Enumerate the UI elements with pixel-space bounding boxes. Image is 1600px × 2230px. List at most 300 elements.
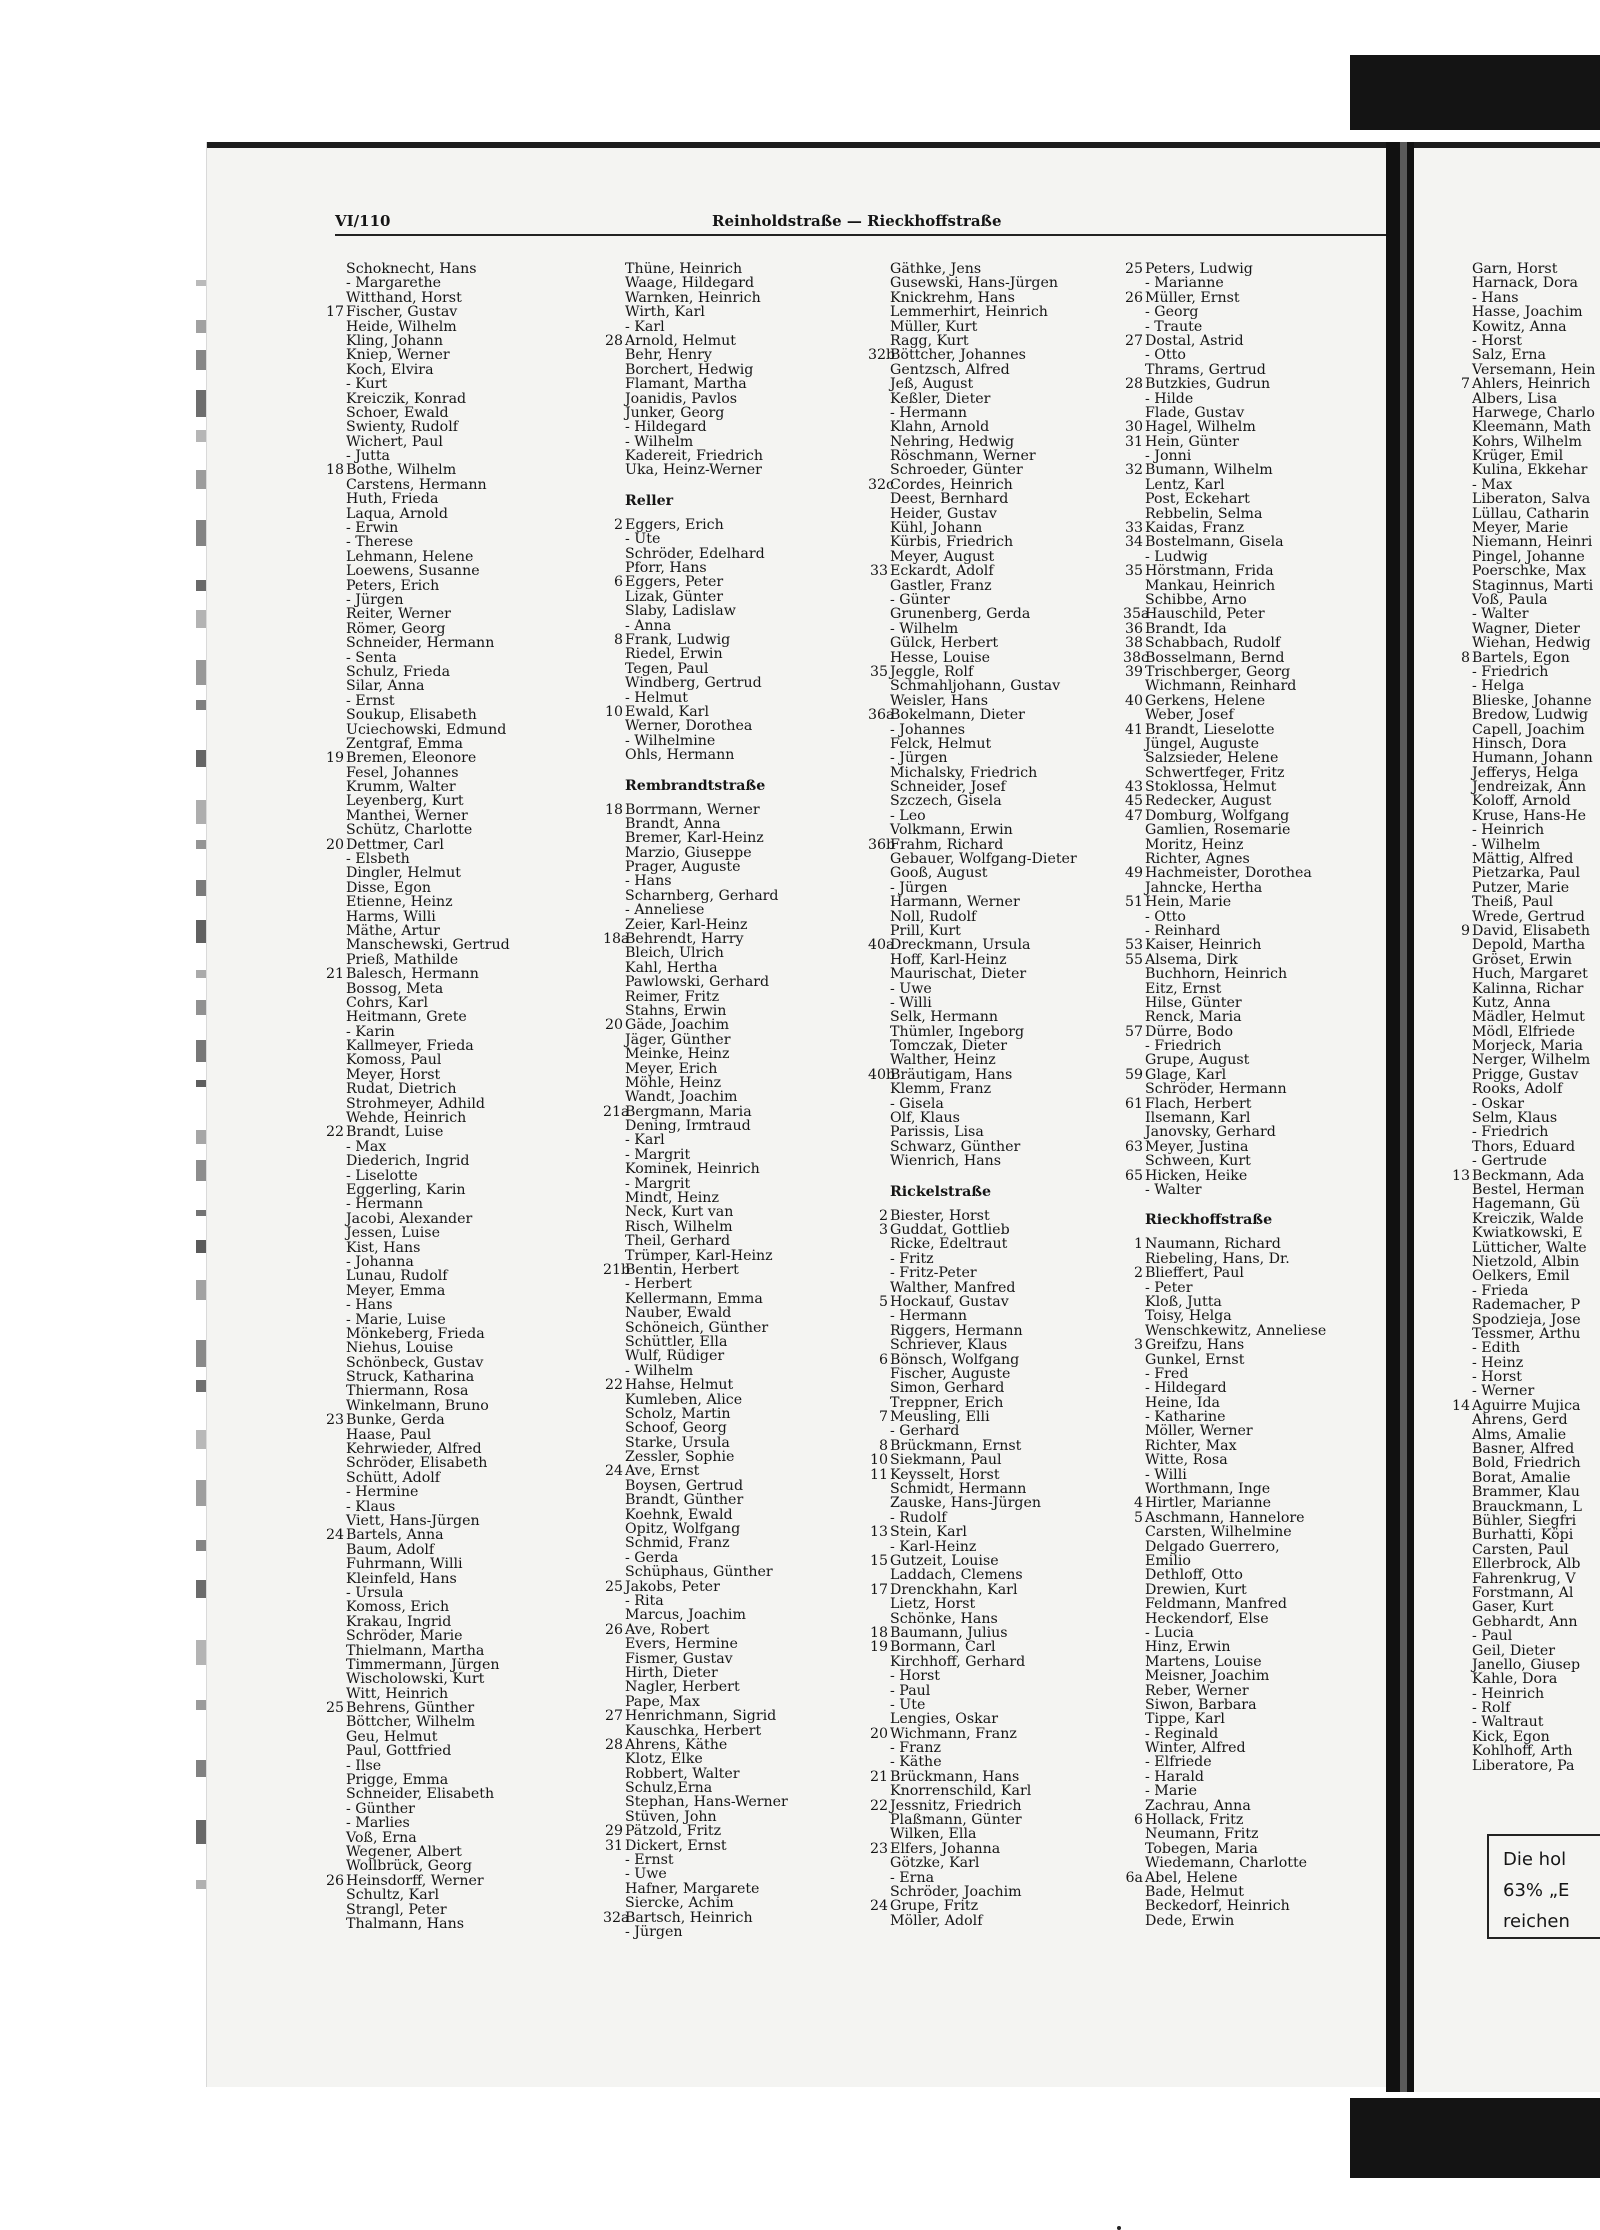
resident-name: Huth, Frieda	[346, 491, 439, 508]
resident-name: - Hermann	[890, 404, 968, 421]
resident-entry	[625, 1680, 788, 1694]
resident-entry	[625, 1364, 788, 1378]
resident-entry	[1472, 276, 1595, 290]
resident-name: - Johannes	[890, 721, 966, 738]
resident-name: Eggers, Peter	[625, 574, 724, 591]
resident-entry	[325, 462, 510, 479]
resident-entry	[1472, 1125, 1595, 1139]
resident-entry	[346, 1428, 510, 1442]
resident-entry	[869, 1552, 1077, 1569]
resident-entry	[1124, 951, 1326, 968]
resident-name: Worthmann, Inge	[1145, 1481, 1271, 1498]
resident-entry	[1472, 420, 1595, 434]
resident-entry	[1472, 910, 1595, 924]
resident-name: - Gertrude	[1472, 1153, 1547, 1170]
resident-entry	[869, 1524, 1077, 1541]
resident-name: Schröder, Hermann	[1145, 1081, 1287, 1098]
resident-name: Ragg, Kurt	[890, 332, 969, 349]
resident-name: - Reginald	[1145, 1725, 1219, 1742]
resident-entry	[1472, 622, 1595, 636]
house-number: 36b	[868, 836, 896, 853]
resident-entry	[890, 1755, 1077, 1769]
resident-entry	[869, 1840, 1077, 1857]
resident-name: Ahlers, Heinrich	[1472, 376, 1591, 393]
resident-entry	[346, 1399, 510, 1413]
column-1	[325, 261, 510, 1932]
resident-name: Hagemann, Gü	[1472, 1196, 1580, 1213]
resident-name: Krüger, Emil	[1472, 448, 1564, 465]
resident-name: Renck, Maria	[1145, 1009, 1242, 1026]
resident-entry	[1124, 721, 1326, 738]
resident-entry	[1145, 751, 1326, 765]
resident-entry	[346, 737, 510, 751]
resident-name: Heckendorf, Else	[1145, 1610, 1269, 1627]
resident-entry	[890, 982, 1077, 996]
resident-name: Kominek, Heinrich	[625, 1161, 760, 1178]
resident-name: Eitz, Ernst	[1145, 980, 1222, 997]
resident-name: Hilse, Günter	[1145, 994, 1242, 1011]
resident-name: Zeier, Karl-Heinz	[625, 916, 748, 933]
resident-name: - Elsbeth	[346, 851, 410, 868]
resident-entry	[1145, 406, 1326, 420]
resident-entry	[604, 1463, 788, 1480]
resident-entry	[1145, 982, 1326, 996]
resident-entry	[890, 607, 1077, 621]
resident-name: Kehrwieder, Alfred	[346, 1441, 482, 1458]
resident-name: Grupe, Fritz	[890, 1898, 979, 1915]
resident-entry	[625, 1033, 788, 1047]
resident-entry	[625, 449, 788, 463]
resident-name: Schultz, Karl	[346, 1887, 440, 1904]
resident-name: Ave, Robert	[625, 1621, 710, 1638]
resident-entry	[1472, 435, 1595, 449]
resident-name: - Gerda	[625, 1549, 679, 1566]
resident-entry	[878, 1293, 1077, 1310]
resident-entry	[346, 564, 510, 578]
house-number: 20	[869, 1725, 888, 1742]
house-number: 2	[613, 516, 623, 533]
resident-entry	[346, 492, 510, 506]
resident-name: Borat, Amalie	[1472, 1469, 1571, 1486]
resident-name: Fischer, Gustav	[346, 304, 458, 321]
resident-name: - Hilde	[1145, 390, 1194, 407]
resident-name: Jüngel, Auguste	[1145, 735, 1259, 752]
house-number: 20	[604, 1017, 623, 1034]
column-4	[1123, 261, 1327, 1929]
resident-entry	[1145, 1597, 1326, 1611]
resident-name: Hahse, Helmut	[625, 1377, 734, 1394]
resident-name: - Peter	[1145, 1279, 1193, 1296]
resident-name: Mädler, Helmut	[1472, 1009, 1585, 1026]
resident-entry	[1145, 1353, 1326, 1367]
resident-entry	[1145, 924, 1326, 938]
resident-entry	[1472, 492, 1595, 506]
resident-name: Kreiczik, Konrad	[346, 390, 467, 407]
resident-name: Mäthe, Artur	[346, 922, 440, 939]
resident-name: Schröder, Marie	[346, 1628, 463, 1645]
resident-entry	[1145, 1741, 1326, 1755]
resident-name: Beckedorf, Heinrich	[1145, 1898, 1290, 1915]
resident-name: Theiß, Paul	[1472, 894, 1554, 911]
house-number: 8	[1460, 649, 1470, 666]
resident-entry	[890, 1324, 1077, 1338]
resident-name: Flach, Herbert	[1145, 1095, 1252, 1112]
resident-name: Kirchhoff, Gerhard	[890, 1653, 1026, 1670]
resident-entry	[1472, 1615, 1595, 1629]
resident-entry	[625, 547, 788, 561]
resident-name: - Heinrich	[1472, 1685, 1545, 1702]
resident-name: Stephan, Hans-Werner	[625, 1794, 788, 1811]
resident-entry	[604, 1708, 788, 1725]
resident-name: Kalinna, Richar	[1472, 980, 1584, 997]
advert-line-2: 63% „E	[1503, 1880, 1570, 1901]
resident-entry	[346, 1759, 510, 1773]
resident-entry	[1472, 1068, 1595, 1082]
resident-name: Neck, Kurt van	[625, 1204, 734, 1221]
resident-name: Janello, Giusep	[1472, 1656, 1581, 1673]
resident-name: - Paul	[890, 1682, 931, 1699]
resident-entry	[346, 1715, 510, 1729]
resident-entry	[346, 1298, 510, 1312]
resident-entry	[878, 1222, 1077, 1238]
resident-entry	[604, 801, 788, 818]
resident-name: Carstens, Hermann	[346, 476, 487, 493]
resident-name: Kellermann, Emma	[625, 1290, 763, 1307]
resident-name: - Helmut	[625, 689, 688, 706]
resident-name: Schmidt, Hermann	[890, 1481, 1027, 1498]
resident-entry	[1145, 1554, 1326, 1568]
resident-name: Butzkies, Gudrun	[1145, 376, 1271, 393]
resident-entry	[878, 1409, 1077, 1426]
resident-name: Thrams, Gertrud	[1145, 361, 1266, 378]
resident-name: Manthei, Werner	[346, 807, 468, 824]
resident-entry	[1472, 1572, 1595, 1586]
resident-entry	[1145, 881, 1326, 895]
resident-name: Zentgraf, Emma	[346, 735, 463, 752]
resident-name: Trischberger, Georg	[1145, 663, 1291, 680]
resident-name: Wirth, Karl	[625, 304, 705, 321]
resident-entry	[346, 1356, 510, 1370]
resident-entry	[890, 1612, 1077, 1626]
resident-entry	[346, 938, 510, 952]
resident-entry	[869, 563, 1077, 580]
resident-name: Dickert, Ernst	[625, 1837, 727, 1854]
resident-entry	[868, 937, 1077, 954]
resident-entry	[1145, 507, 1326, 521]
resident-entry	[890, 1597, 1077, 1611]
resident-name: Walther, Manfred	[890, 1279, 1016, 1296]
resident-name: Starke, Ursula	[625, 1434, 730, 1451]
resident-entry	[1145, 320, 1326, 334]
resident-name: Richter, Max	[1145, 1437, 1237, 1454]
resident-name: Ohls, Hermann	[625, 747, 735, 764]
resident-entry	[890, 1511, 1077, 1525]
resident-name: - Margrit	[625, 1175, 691, 1192]
resident-name: Mödl, Elfriede	[1472, 1023, 1576, 1040]
resident-entry	[878, 1437, 1077, 1454]
resident-name: Brandt, Luise	[346, 1124, 444, 1141]
resident-name: Keßler, Dieter	[890, 390, 991, 407]
resident-name: Schween, Kurt	[1145, 1153, 1251, 1170]
resident-name: Bormann, Carl	[890, 1639, 996, 1656]
resident-entry	[890, 363, 1077, 377]
resident-name: Wollbrück, Georg	[346, 1858, 472, 1875]
resident-name: - Rudolf	[890, 1509, 947, 1526]
house-number: 23	[325, 1412, 344, 1429]
resident-name: Lietz, Horst	[890, 1596, 976, 1613]
resident-name: Schibbe, Arno	[1145, 591, 1247, 608]
resident-name: Dürre, Bodo	[1145, 1023, 1234, 1040]
house-number: 8	[878, 1437, 888, 1454]
resident-entry	[346, 593, 510, 607]
resident-name: Witte, Rosa	[1145, 1452, 1228, 1469]
resident-name: Mättig, Alfred	[1472, 851, 1574, 868]
resident-entry	[346, 1269, 510, 1283]
resident-entry	[625, 662, 788, 676]
resident-name: Guddat, Gottlieb	[890, 1222, 1010, 1238]
resident-entry	[890, 420, 1077, 434]
resident-name: - Käthe	[890, 1754, 942, 1771]
resident-entry	[346, 320, 510, 334]
resident-entry	[1145, 996, 1326, 1010]
house-number: 61	[1124, 1095, 1143, 1112]
resident-name: Marzio, Giuseppe	[625, 844, 752, 861]
resident-name: Heide, Wilhelm	[346, 318, 457, 335]
resident-entry	[346, 1197, 510, 1211]
resident-name: Flamant, Martha	[625, 376, 747, 393]
resident-entry	[1145, 1612, 1326, 1626]
resident-name: Eggerling, Karin	[346, 1182, 466, 1198]
resident-name: Brandt, Lieselotte	[1145, 721, 1275, 738]
resident-name: Pforr, Hans	[625, 560, 707, 577]
resident-entry	[625, 1090, 788, 1104]
resident-entry	[1145, 1885, 1326, 1899]
resident-entry	[346, 910, 510, 924]
resident-entry	[1472, 1644, 1595, 1658]
resident-name: Gebhardt, Ann	[1472, 1613, 1578, 1630]
house-number: 25	[1124, 261, 1143, 277]
resident-name: Grunenberg, Gerda	[890, 606, 1031, 623]
resident-name: Mindt, Heinz	[625, 1190, 719, 1207]
resident-name: Lüllau, Catharin	[1472, 505, 1590, 522]
house-number: 9	[1460, 922, 1470, 939]
resident-name: Janovsky, Gerhard	[1145, 1124, 1276, 1141]
resident-entry	[1124, 520, 1326, 537]
street-heading: Reller	[625, 492, 674, 509]
house-number: 35	[1124, 563, 1143, 580]
house-number: 27	[604, 1708, 623, 1725]
resident-name: Redecker, August	[1145, 793, 1272, 810]
resident-name: Oelkers, Emil	[1472, 1268, 1570, 1285]
resident-name: Hoff, Karl-Heinz	[890, 951, 1007, 968]
resident-name: Krumm, Walter	[346, 779, 456, 796]
resident-entry	[1145, 492, 1326, 506]
resident-entry	[346, 1154, 510, 1168]
resident-entry	[346, 1111, 510, 1125]
resident-name: - Karl	[625, 1132, 665, 1149]
resident-entry	[613, 574, 788, 591]
resident-name: Hollack, Fritz	[1145, 1812, 1244, 1829]
house-number: 35a	[1123, 606, 1150, 623]
resident-entry	[1145, 1842, 1326, 1856]
resident-entry	[1145, 766, 1326, 780]
resident-entry	[625, 1752, 788, 1766]
resident-entry	[890, 1424, 1077, 1438]
resident-entry	[625, 1349, 788, 1363]
resident-entry	[625, 1551, 788, 1565]
resident-entry	[625, 860, 788, 874]
resident-entry	[1472, 1759, 1595, 1773]
resident-entry	[613, 631, 788, 648]
resident-name: Schwertfeger, Fritz	[1145, 764, 1285, 781]
resident-entry	[1124, 1167, 1326, 1184]
resident-name: Rebbelin, Selma	[1145, 505, 1263, 522]
resident-entry	[890, 1856, 1077, 1870]
resident-name: Eckardt, Adolf	[890, 563, 994, 580]
resident-entry	[625, 1767, 788, 1781]
resident-name: Wandt, Joachim	[625, 1089, 738, 1106]
resident-name: Weisler, Hans	[890, 692, 989, 709]
resident-name: Brückmann, Ernst	[890, 1437, 1022, 1454]
house-number: 18	[325, 462, 344, 479]
resident-entry	[1472, 1442, 1595, 1456]
resident-entry	[890, 1367, 1077, 1381]
resident-name: - Senta	[346, 649, 397, 666]
resident-entry	[1124, 534, 1326, 551]
resident-entry	[1472, 1327, 1595, 1341]
resident-entry	[1145, 1712, 1326, 1726]
resident-entry	[1472, 881, 1595, 895]
resident-name: Fismer, Gustav	[625, 1650, 733, 1667]
house-number: 31	[604, 1837, 623, 1854]
resident-entry	[625, 734, 788, 748]
resident-name: - Rolf	[1472, 1700, 1511, 1717]
resident-name: Knorrenschild, Karl	[890, 1783, 1032, 1800]
resident-name: Trümper, Karl-Heinz	[625, 1247, 773, 1264]
resident-name: Drenckhahn, Karl	[890, 1581, 1018, 1598]
resident-name: Zessler, Sophie	[625, 1449, 735, 1466]
resident-name: - Max	[346, 1138, 387, 1155]
resident-entry	[1123, 649, 1326, 666]
resident-entry	[890, 852, 1077, 866]
resident-entry	[890, 291, 1077, 305]
resident-name: Riggers, Hermann	[890, 1322, 1023, 1339]
resident-name: Viett, Hans-Jürgen	[346, 1512, 480, 1529]
resident-name: Wiehan, Hedwig	[1472, 635, 1591, 652]
resident-name: Ahrens, Käthe	[625, 1736, 728, 1753]
resident-entry	[346, 1514, 510, 1528]
resident-name: Deest, Bernhard	[890, 491, 1009, 508]
resident-entry	[1145, 838, 1326, 852]
resident-entry	[613, 516, 788, 533]
resident-entry	[890, 1813, 1077, 1827]
resident-name: - Gisela	[890, 1095, 944, 1112]
resident-name: Kist, Hans	[346, 1239, 421, 1256]
resident-entry	[1145, 1482, 1326, 1496]
resident-name: Humann, Johann	[1472, 750, 1593, 767]
resident-name: Liberaton, Salva	[1472, 491, 1591, 508]
resident-entry	[1472, 1097, 1595, 1111]
resident-name: Röschmann, Werner	[890, 448, 1036, 465]
house-number: 31	[1124, 433, 1143, 450]
resident-entry	[1125, 1869, 1326, 1886]
resident-entry	[890, 1025, 1077, 1039]
resident-name: Brandt, Anna	[625, 815, 721, 832]
resident-entry	[1133, 1337, 1326, 1354]
resident-name: Krakau, Ingrid	[346, 1613, 452, 1630]
resident-entry	[625, 1119, 788, 1133]
resident-entry	[890, 276, 1077, 290]
resident-entry	[625, 619, 788, 633]
resident-name: Tomczak, Dieter	[890, 1038, 1008, 1055]
resident-entry	[890, 636, 1077, 650]
resident-entry	[1472, 895, 1595, 909]
resident-name: Kloß, Jutta	[1145, 1293, 1222, 1310]
page-number: VI/110	[335, 212, 391, 230]
resident-entry	[1472, 1514, 1595, 1528]
resident-entry	[346, 1068, 510, 1082]
house-number: 41	[1124, 721, 1143, 738]
resident-entry	[625, 1896, 788, 1910]
resident-entry	[1145, 823, 1326, 837]
resident-entry	[1472, 535, 1595, 549]
resident-entry	[1472, 1284, 1595, 1298]
resident-name: Kick, Egon	[1472, 1728, 1550, 1745]
resident-entry	[1124, 289, 1326, 306]
resident-entry	[869, 1725, 1077, 1742]
resident-entry	[1145, 1324, 1326, 1338]
resident-name: Schütz, Charlotte	[346, 822, 473, 839]
resident-entry	[346, 435, 510, 449]
resident-name: Prager, Auguste	[625, 859, 741, 876]
resident-entry	[890, 449, 1077, 463]
resident-name: Kaidas, Franz	[1145, 520, 1245, 537]
resident-name: - Hermann	[346, 1196, 424, 1213]
resident-name: Ricke, Edeltraut	[890, 1236, 1008, 1253]
resident-name: Disse, Egon	[346, 879, 432, 896]
resident-name: Baum, Adolf	[346, 1541, 435, 1558]
resident-name: - Günther	[346, 1800, 415, 1817]
resident-entry	[625, 276, 788, 290]
resident-name: - Wilhelm	[625, 1362, 694, 1379]
resident-name: - Margarethe	[346, 275, 442, 292]
resident-name: Wichmann, Reinhard	[1145, 678, 1297, 695]
resident-name: Carsten, Paul	[1472, 1541, 1569, 1558]
resident-entry	[890, 1097, 1077, 1111]
resident-entry	[890, 1338, 1077, 1352]
resident-name: - Willi	[890, 994, 932, 1011]
resident-entry	[346, 852, 510, 866]
resident-entry	[346, 1831, 510, 1845]
resident-entry	[1124, 635, 1326, 652]
resident-name: Kühl, Johann	[890, 520, 983, 537]
house-number: 18	[869, 1624, 888, 1641]
resident-entry	[346, 1629, 510, 1643]
resident-name: - Jürgen	[625, 1923, 683, 1940]
resident-entry	[346, 1284, 510, 1298]
resident-name: - Fritz-Peter	[890, 1265, 977, 1282]
resident-name: - Otto	[1145, 908, 1186, 925]
resident-name: Lizak, Günter	[625, 588, 723, 605]
resident-name: Keysselt, Horst	[890, 1466, 1000, 1483]
resident-entry	[890, 694, 1077, 708]
resident-entry	[1124, 894, 1326, 911]
resident-entry	[1472, 1111, 1595, 1125]
resident-entry	[869, 663, 1077, 680]
resident-entry	[346, 1025, 510, 1039]
house-number: 33	[1124, 520, 1143, 537]
resident-entry	[1145, 449, 1326, 463]
